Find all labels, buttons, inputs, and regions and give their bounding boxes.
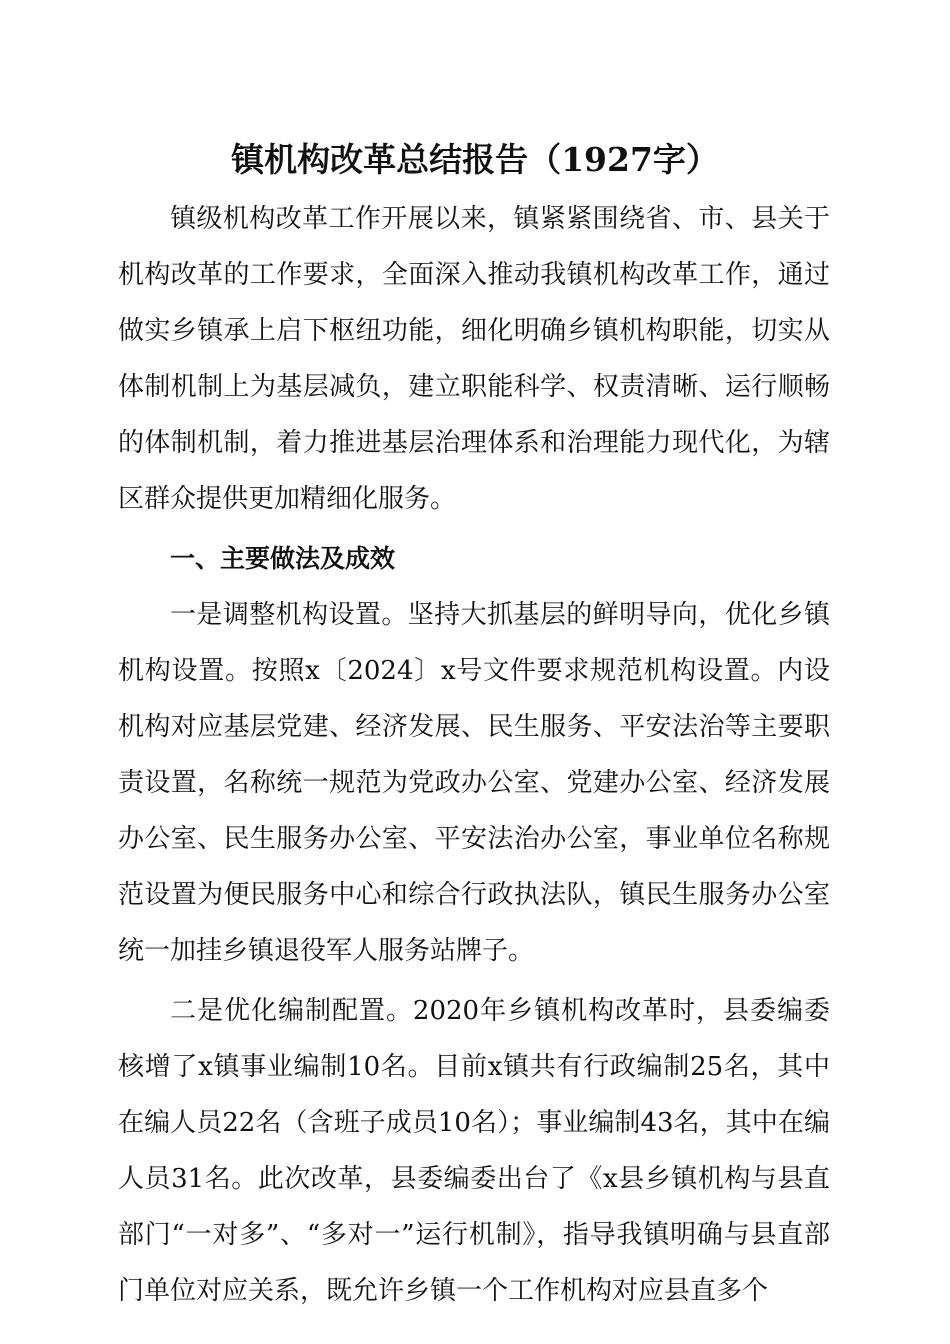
intro-paragraph: 镇级机构改革工作开展以来，镇紧紧围绕省、市、县关于机构改革的工作要求，全面深入推动我镇机构改革工作，通过做实乡镇承上启下枢纽功能，细化明确乡镇机构职能，切实从体制机制上为基层减负，建立职能科学、权责清晰、运行顺畅的体制机制，着力推进基层治理体系和治理能力现代化，为辖区群众提供更加精细化服务。 bbox=[118, 204, 830, 514]
document-title: 镇机构改革总结报告（1927字） bbox=[231, 140, 719, 179]
document-body bbox=[118, 191, 830, 1319]
section-heading: 一、主要做法及成效 bbox=[170, 544, 396, 573]
paragraph-optimize-staffing: 二是优化编制配置。2020年乡镇机构改革时，县委编委核增了x镇事业编制10名。目前x镇共有行政编制25名，其中在编人员22名（含班子成员10名）；事业编制43名，其中在编人员31名。此次改革，县委编委出台了《x县乡镇机构与县直部门“一对多”、“多对一”运行机制》，指导我镇明确与县直部门单位对应关系，既允许乡镇一个工作机构对应县直多个 bbox=[118, 996, 830, 1306]
paragraph-adjust-structure: 一是调整机构设置。坚持大抓基层的鲜明导向，优化乡镇机构设置。按照x〔2024〕x号文件要求规范机构设置。内设机构对应基层党建、经济发展、民生服务、平安法治等主要职责设置，名称统一规范为党政办公室、党建办公室、经济发展办公室、民生服务办公室、平安法治办公室，事业单位名称规范设置为便民服务中心和综合行政执法队，镇民生服务办公室统一加挂乡镇退役军人服务站牌子。 bbox=[118, 600, 830, 966]
